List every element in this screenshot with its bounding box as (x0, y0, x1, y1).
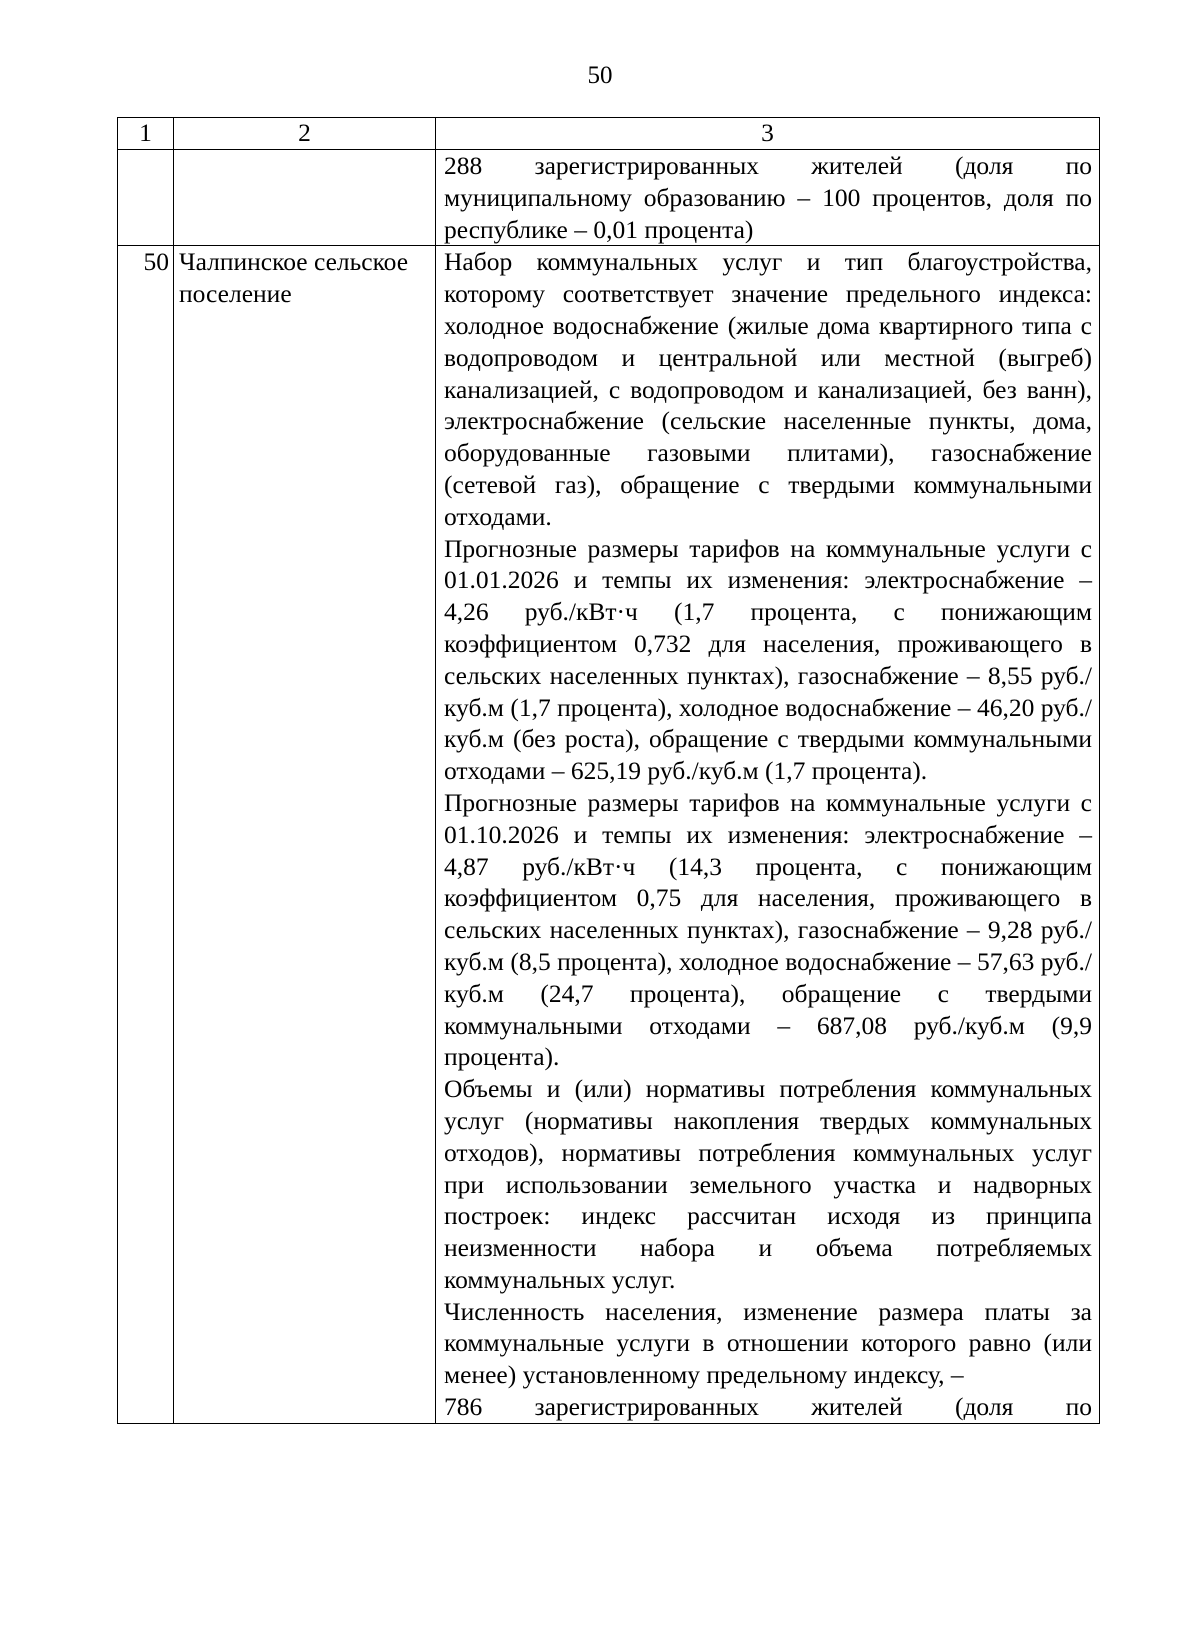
page-number: 50 (587, 62, 613, 89)
tariff-table (117, 117, 1100, 1424)
population-count-line: 786 зарегистрированных жителей (доля по (444, 1392, 1092, 1422)
column-header-1: 1 (118, 118, 174, 150)
table-row-50 (118, 246, 1100, 1423)
row-number-cell (118, 150, 174, 246)
description-cell (436, 150, 1100, 246)
column-header-3: 3 (436, 118, 1100, 150)
column-header-2: 2 (174, 118, 436, 150)
description-cell (436, 246, 1100, 1423)
tariffs-jan-2026-paragraph: Прогнозные размеры тарифов на коммунальные услуги с 01.01.2026 и темпы их изменения: электроснабжение – 4,26 руб./кВт·ч (1,7 процента, с понижающим коэффициентом 0,732 для населения, проживающего в сельских населенных пунктах), газоснабжение – 8,55 руб./куб.м (1,7 процента), холодное водоснабжение – 46,20 руб./куб.м (без роста), обращение с твердыми коммунальными отходами – 625,19 руб./куб.м (1,7 процента). (444, 533, 1092, 786)
table-row-continuation (118, 150, 1100, 246)
services-set-paragraph: Набор коммунальных услуг и тип благоустройства, которому соответствует значение предельного индекса: холодное водоснабжение (жилые дома квартирного типа с водопроводом и центральной или местной (выгреб) канализацией, с водопроводом и канализацией, без ванн), электроснабжение (сельские населенные пункты, дома, оборудованные газовыми плитами), газоснабжение (сетевой газ), обращение с твердыми коммунальными отходами. (444, 247, 1092, 531)
table-header-row (118, 118, 1100, 150)
consumption-norms-paragraph: Объемы и (или) нормативы потребления коммунальных услуг (нормативы накопления твердых коммунальных отходов), нормативы потребления коммунальных услуг при использовании земельного участка и надворных построек: индекс рассчитан исходя из принципа неизменности набора и объема потребляемых коммунальных услуг. (444, 1074, 1092, 1294)
municipality-name-cell (174, 150, 436, 246)
population-paragraph: 288 зарегистрированных жителей (доля по муниципальному образованию – 100 процентов, доля по республике – 0,01 процента) (444, 151, 1092, 244)
tariffs-oct-2026-paragraph: Прогнозные размеры тарифов на коммунальные услуги с 01.10.2026 и темпы их изменения: электроснабжение – 4,87 руб./кВт·ч (14,3 процента, с понижающим коэффициентом 0,75 для населения, проживающего в сельских населенных пунктах), газоснабжение – 9,28 руб./куб.м (8,5 процента), холодное водоснабжение – 57,63 руб./куб.м (24,7 процента), обращение с твердыми коммунальными отходами – 687,08 руб./куб.м (9,9 процента). (444, 787, 1092, 1072)
population-intro-paragraph: Численность населения, изменение размера платы за коммунальные услуги в отношении которого равно (или менее) установленному предельному индексу, – (444, 1296, 1092, 1390)
row-number-cell: 50 (118, 246, 174, 1423)
municipality-name-cell: Чалпинское сельское поселение (174, 246, 436, 1423)
